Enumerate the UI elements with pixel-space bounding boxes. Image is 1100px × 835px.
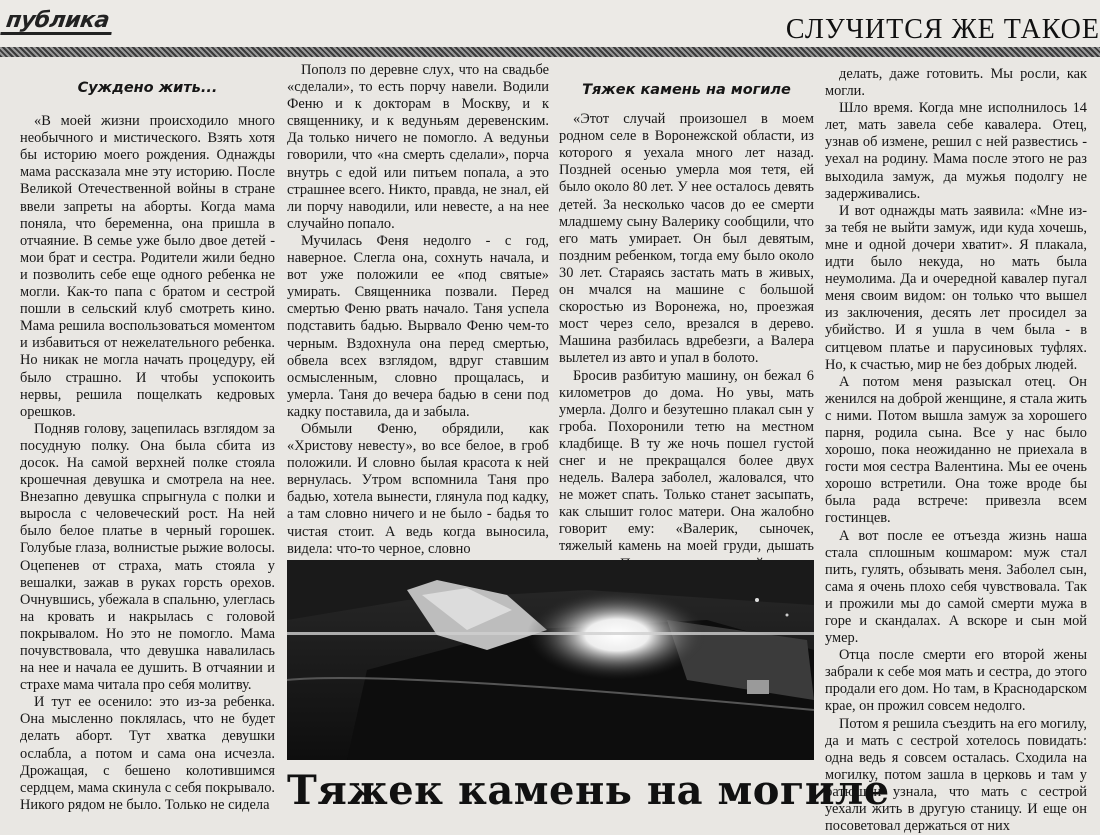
article-headline: Суждено жить... (77, 80, 218, 96)
column-2 (287, 62, 549, 562)
article-paragraph: «Этот случай произошел в моем родном селе в Воронежской области, из которого я уехала много лет назад. Поздней осенью умерла моя тетя, ей было около 80 лет. У нее осталось девять детей. За несколько часов до ее смерти младшему сыну Валерику сообщили, что его мать умирает. Он был девятым, поздним ребенком, тогда ему было около 30 лет. Стараясь застать мать в живых, он мчался на машине с большой скоростью из Воронежа, но, проезжая мост через село, врезался в дерево. Машина разбилась вдребезги, а Валера вылетел из авто и упал в болото. (559, 111, 814, 367)
article-paragraph: Потом я решила съездить на его могилу, да и мать с сестрой хотелось повидать: одна ведь я совсем осталась. Сходила на могилку, потом зашла в церковь и там у батюшки узнала, что мать с сестрой уехали жить в другую станицу. И еще он посоветовал держаться от них (825, 715, 1087, 835)
article-paragraph: Обмыли Феню, обрядили, как «Христову невесту», во все белое, в гроб положили. И словно былая красота к ней вернулась. Утром вспомнила Таня про бадью, хотела вынести, глянула под кадку, а там словно ничего и не было - бадья то чистая стоит. А ведь когда выносила, видела: что-то черное, словно (287, 420, 549, 557)
article-paragraph: И тут ее осенило: это из-за ребенка. Она мысленно поклялась, что не будет делать аборт. Тут хватка девушки ослабла, а потом и сама она исчезла. Дрожащая, с бешено колотившимся сердцем, мама скинула с себя покрывало. Никого рядом не было. Только не сидела (20, 694, 275, 813)
article-paragraph: Бросив разбитую машину, он бежал 6 километров до дома. Но увы, мать умерла. Долго и безутешно плакал сын у гроба. Похоронили тетю на местном кладбище. В ту же ночь пошел густой снег и не прекращался более двух недель. Валера заболел, жаловался, что не может спать. Только станет засыпать, как слышит голос матери. Она жалобно говорит ему: «Валерик, сыночек, тяжелый камень на моей груди, дышать (559, 367, 814, 555)
feature-title: Тяжек камень на могиле (287, 767, 890, 814)
article-photo (287, 560, 814, 760)
article-paragraph: А вот после ее отъезда жизнь наша стала сплошным кошмаром: муж стал пить, гулять, обзывать меня. Заболел сын, сама я очень плохо себя чувствовала. Так и прожили мы до самой смерти мужа в горе и скандалах. А вскоре и сын мой умер. (825, 527, 1087, 647)
article-paragraph: Пополз по деревне слух, что на свадьбе «сделали», то есть порчу навели. Водили Феню и к докторам в Москву, и к священнику, и к ведуньям деревенским. Да только ничего не помогло. А ведуньи говорили, что «на смерть сделали», порча внутрь с едой или питьем попала, а это страшнее всего. Никто, правда, не знал, ей ли порчу наводили, или невесте, а на нее случайно попало. (287, 62, 549, 232)
column-3 (559, 62, 814, 562)
header-divider (0, 47, 1100, 57)
column-4 (825, 66, 1087, 835)
section-heading: СЛУЧИТСЯ ЖЕ ТАКОЕ (785, 14, 1100, 45)
article-paragraph: Подняв голову, зацепилась взглядом за посудную полку. Она была сбита из досок. На самой верхней полке стояла крошечная девушка и смотрела на нее. Внезапно девушка спрыгнула с полки и выросла с человеческий рост. На ней было белое платье в черный горошек. Голубые глаза, волнистые рыжие волосы. Оцепенев от страха, мать стояла у вешалки, зажав в руках горсть орехов. Очнувшись, убежала в спальню, улеглась на кровать и накрылась с головой покрывалом. Но это не помогло. Мама почувствовала, что девушка навалилась на нее и начала ее душить. В отчаянии и страхе мама читала про себя молитву. (20, 420, 275, 694)
article-paragraph: Шло время. Когда мне исполнилось 14 лет, мать завела себе кавалера. Отец, узнав об измене, решил с ней развестись - уехал на родину. Мама после этого не раз выходила замуж, да мужья подолгу не задерживались. (825, 100, 1087, 202)
article-paragraph: Отца после смерти его второй жены забрали к себе моя мать и сестра, до этого продали его дом. Но там, в Краснодарском крае, он прожил совсем недолго. (825, 647, 1087, 715)
article-paragraph: А потом меня разыскал отец. Он женился на доброй женщине, я стала жить с ними. Потом вышла замуж за хорошего парня, родила сына. Все у нас было хорошо, пока неожиданно не приехала в гости моя сестра Валентина. Мы ее очень хорошо встретили. Она тоже вроде бы была рада встрече: привезла всем гостинцев. (825, 373, 1087, 527)
article-paragraph: «В моей жизни происходило много необычного и мистического. Взять хотя бы историю моего рождения. Однажды мама рассказала мне эту историю. После Великой Отечественной войны в стране ввели запреты на аборты. Когда мама поняла, что беременна, она пришла в отчаяние. В семье уже было двое детей - мои брат и сестра. Родители жили бедно и позволить себе еще одного ребенка не могли. Как-то папа с братом и сестрой пошли в сельский клуб смотреть кино. Мама решила воспользоваться моментом и избавиться от нежелательного ребенка. Но никак не могла начать процедуру, ей было страшно. И чтобы успокоить нервы, решила пощелкать кедровых орешков. (20, 113, 275, 420)
article-paragraph: делать, даже готовить. Мы росли, как могли. (825, 66, 1087, 100)
masthead (0, 0, 1100, 50)
article-headline: Тяжек камень на могиле (582, 82, 791, 98)
article-paragraph: И вот однажды мать заявила: «Мне из-за тебя не выйти замуж, иди куда хочешь, мне и одной дочери хватит». Я плакала, идти было некуда, но мать была неумолима. Да и очередной кавалер пугал меня своим видом: он только что вышел из заключения, десять лет просидел за убийство. И я ушла в чем была - в ситцевом платье и парусиновых туфлях. Но, к счастью, мир не без добрых людей. (825, 202, 1087, 373)
article-paragraph: Мучилась Феня недолго - с год, наверное. Слегла она, сохнуть начала, и вот уже положили ее «под святые» умирать. Священника позвали. Перед смертью Феню рвать начало. Таня успела подставить бадью. Вырвало Феню чем-то черным. Вздохнула она перед смертью, обвела всех взглядом, вдруг ставшим осмысленным, словно прощалась, и умерла. Таня до вечера бадью в сени под кадку поставила, да и забыла. (287, 232, 549, 420)
column-1 (20, 62, 275, 817)
publication-logo: публика (0, 10, 114, 35)
crashed-car-photo (287, 560, 814, 760)
